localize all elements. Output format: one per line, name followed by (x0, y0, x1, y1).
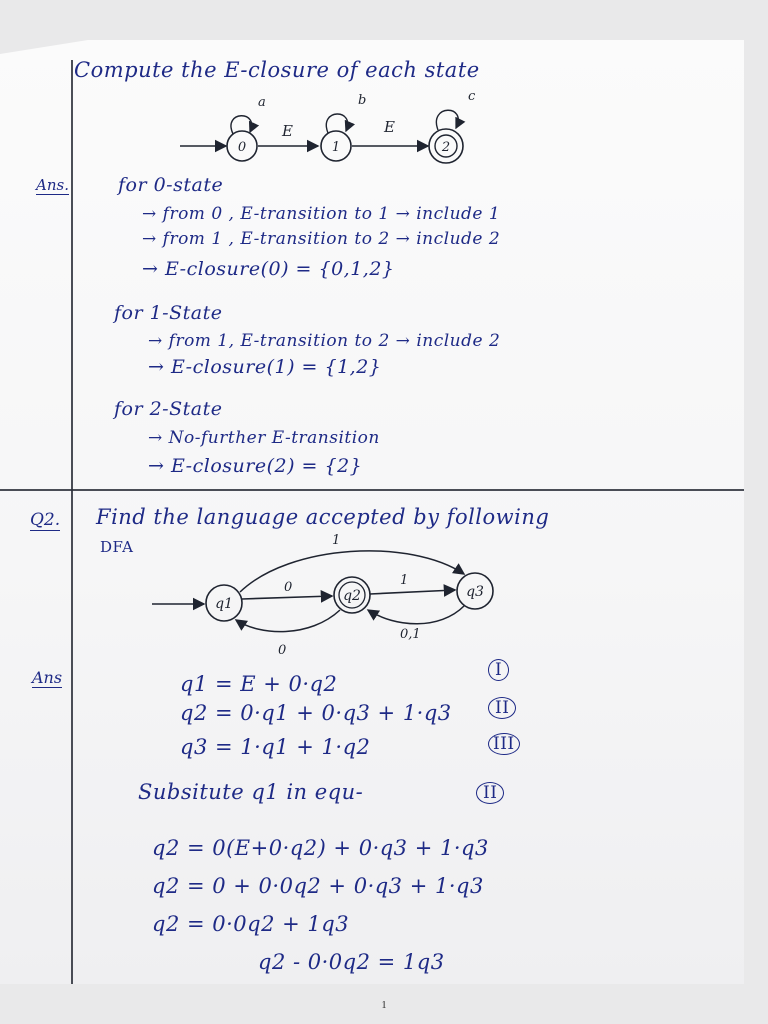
page-number: 1 (381, 1000, 387, 1011)
edge-label-q1-q3: 1 (332, 533, 341, 548)
q1-line: for 0-state (118, 174, 224, 196)
q1-line: → E-closure(2) = {2} (148, 455, 363, 477)
q1-line: → from 1, E-transition to 2 → include 2 (148, 331, 501, 351)
q1-ans-label: Ans. (36, 176, 69, 194)
substitute-tag: II (476, 782, 504, 804)
state-label-2: 2 (441, 140, 451, 155)
q1-line: → from 0 , E-transition to 1 → include 1 (142, 204, 501, 224)
edge-label-0-1: E (282, 122, 293, 140)
edge-label-q3-q2: 0,1 (400, 627, 421, 642)
q1-line: → E-closure(1) = {1,2} (148, 356, 382, 378)
q2-step: q2 = 0 + 0·0q2 + 0·q3 + 1·q3 (152, 874, 484, 898)
state-label-q2: q2 (343, 588, 361, 604)
state-label-0: 0 (237, 140, 247, 155)
q1-line: → E-closure(0) = {0,1,2} (142, 258, 395, 280)
q2-sub: DFA (100, 538, 134, 556)
q2-equation: q3 = 1·q1 + 1·q2 (180, 735, 371, 759)
q2-equation: q2 = 0·q1 + 0·q3 + 1·q3 (180, 701, 452, 725)
q2-step: q2 = 0·0q2 + 1q3 (152, 912, 350, 936)
q2-equation: q1 = E + 0·q2 (180, 672, 338, 696)
q2-dfa-diagram (150, 528, 510, 658)
edge-label-q2-q1: 0 (278, 643, 287, 658)
q2-label: Q2. (30, 510, 61, 530)
state-label-q3: q3 (466, 584, 484, 600)
q2-ans-label: Ans (32, 668, 63, 687)
q2-substitute-text: Subsitute q1 in equ- (138, 780, 364, 804)
q1-line: → from 1 , E-transition to 2 → include 2 (142, 229, 501, 249)
edge-label-q1-q2: 0 (284, 580, 293, 595)
q2-question: Find the language accepted by following (96, 505, 550, 529)
eq-tag: I (488, 659, 509, 681)
loop-label-c: c (468, 89, 476, 104)
state-label-q1: q1 (215, 596, 233, 612)
q1-line: for 2-State (114, 398, 223, 420)
q1-line: for 1-State (114, 302, 223, 324)
edge-label-1-2: E (384, 118, 395, 136)
eq-tag: II (488, 697, 516, 719)
edge-label-q2-q3: 1 (400, 573, 409, 588)
q1-question: Compute the E-closure of each state (74, 58, 480, 82)
q1-nfa-diagram (178, 90, 498, 162)
q2-step: q2 = 0(E+0·q2) + 0·q3 + 1·q3 (152, 836, 489, 860)
state-label-1: 1 (331, 140, 341, 155)
question-divider (0, 489, 744, 491)
loop-label-a: a (258, 95, 266, 110)
q1-line: → No-further E-transition (148, 428, 380, 448)
eq-tag: III (488, 733, 520, 755)
q2-step: q2 - 0·0q2 = 1q3 (258, 950, 445, 974)
margin-line (71, 60, 73, 984)
loop-label-b: b (358, 93, 367, 108)
